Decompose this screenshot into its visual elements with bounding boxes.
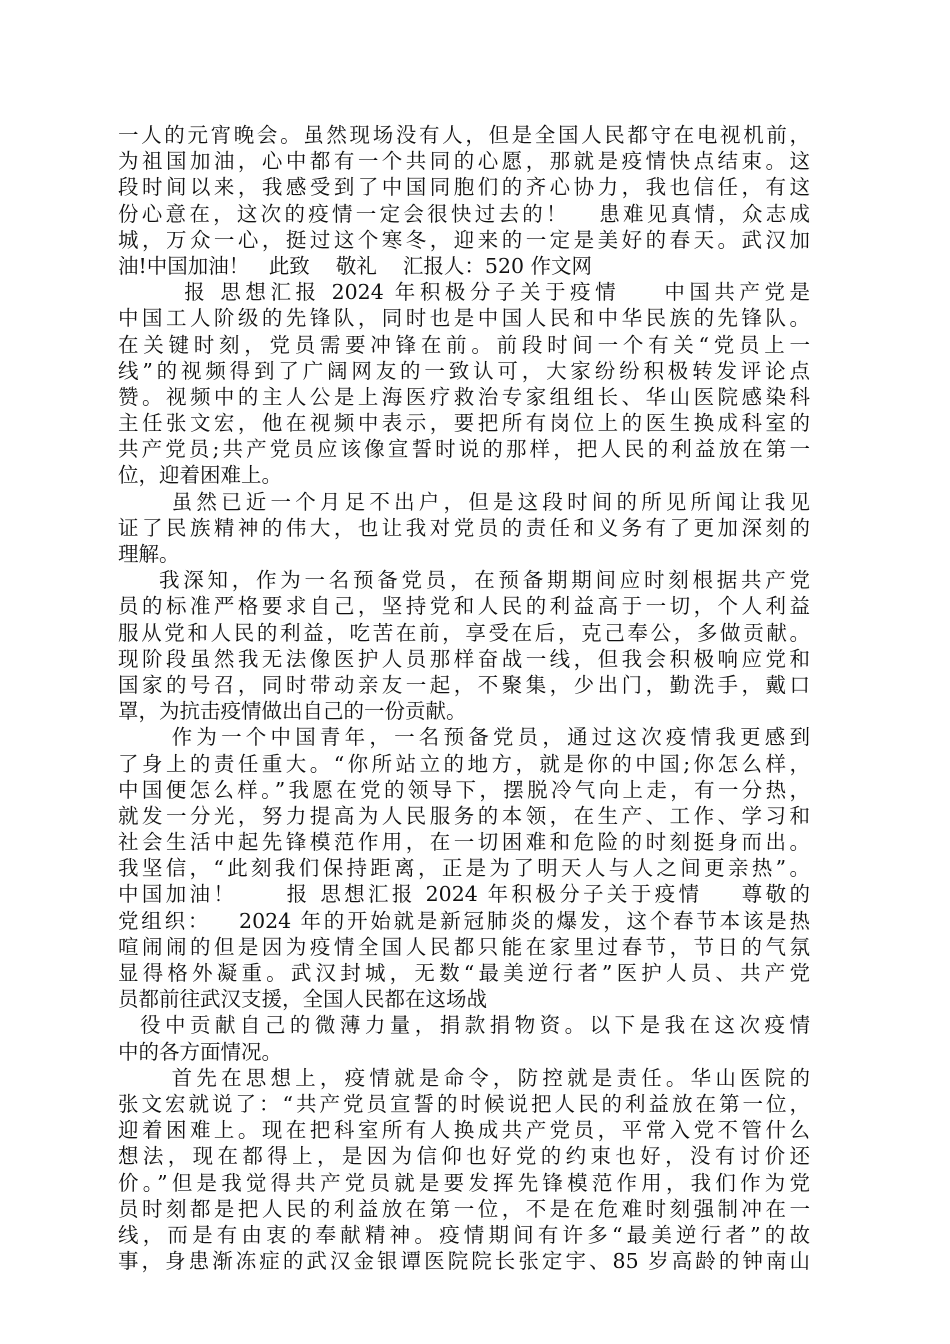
text-line: 张文宏就说了：“共产党员宣誓的时候说把人民的利益放在第一位， <box>118 1091 810 1116</box>
text-line: 迎着困难上。现在把科室所有人换成共产党员，平常入党不管什么 <box>118 1118 810 1143</box>
text-line: 位，迎着困难上。 <box>118 463 282 488</box>
text-line: 员时刻都是把人民的利益放在第一位，不是在危难时刻强制冲在一 <box>118 1196 810 1221</box>
text-line: 想法，现在都得上，是因为信仰也好党的约束也好，没有讨价还 <box>118 1144 810 1169</box>
text-line: 就发一分光，努力提高为人民服务的本领，在生产、工作、学习和 <box>118 803 810 828</box>
text-line: 事，身患渐冻症的武汉金银谭医院院长张定宇、85 岁高龄的钟南山 <box>118 1249 810 1274</box>
text-line: 罩，为抗击疫情做出自己的一份贡献。 <box>118 699 467 724</box>
text-line: 显得格外凝重。武汉封城，无数“最美逆行者”医护人员、共产党 <box>118 961 810 985</box>
text-line: 中国便怎么样。”我愿在党的领导下，摆脱冷气向上走，有一分热， <box>118 777 810 802</box>
text-line: 现阶段虽然我无法像医护人员那样奋战一线，但我会积极响应党和 <box>118 646 810 671</box>
document-body <box>118 122 810 1274</box>
text-line: 我坚信，“此刻我们保持距离，正是为了明天人与人之间更亲热”。 <box>118 856 810 881</box>
text-line: 城，万众一心，挺过这个寒冬，迎来的一定是美好的春天。武汉加 <box>118 227 810 252</box>
text-line: 员的标准严格要求自己，坚持党和人民的利益高于一切，个人利益 <box>118 594 810 619</box>
text-line: 员都前往武汉支援，全国人民都在这场战 <box>118 987 487 1012</box>
text-line: 在关键时刻，党员需要冲锋在前。前段时间一个有关“党员上一 <box>118 332 810 357</box>
text-line: 主任张文宏，他在视频中表示，要把所有岗位上的医生换成科室的 <box>118 411 810 436</box>
text-line: 价。”但是我觉得共产党员就是要发挥先锋模范作用，我们作为党 <box>118 1170 810 1195</box>
text-line: 段时间以来，我感受到了中国同胞们的齐心协力，我也信任，有这 <box>118 175 810 200</box>
text-line: 线”的视频得到了广阔网友的一致认可，大家纷纷积极转发评论点 <box>118 358 810 383</box>
text-line: 国家的号召，同时带动亲友一起，不聚集，少出门，勤洗手，戴口 <box>118 672 810 697</box>
text-line: 虽然已近一个月足不出户，但是这段时间的所见所闻让我见 <box>118 489 810 514</box>
text-line: 党组织： 2024 年的开始就是新冠肺炎的爆发，这个春节本该是热 <box>118 908 810 933</box>
text-line: 为祖国加油，心中都有一个共同的心愿，那就是疫情快点结束。这 <box>118 149 810 174</box>
text-line: 服从党和人民的利益，吃苦在前，享受在后，克己奉公，多做贡献。 <box>118 620 810 645</box>
text-line: 油!中国加油！ 此致 敬礼 汇报人：520 作文网 <box>118 253 593 278</box>
text-line: 一人的元宵晚会。虽然现场没有人，但是全国人民都守在电视机前， <box>118 123 810 147</box>
text-line: 作为一个中国青年，一名预备党员，通过这次疫情我更感到 <box>118 725 810 750</box>
text-line: 首先在思想上，疫情就是命令，防控就是责任。华山医院的 <box>118 1065 810 1090</box>
text-line: 份心意在，这次的疫情一定会很快过去的！ 患难见真情，众志成 <box>118 201 810 226</box>
text-line: 报 思想汇报 2024 年积极分子关于疫情 中国共产党是 <box>118 280 810 305</box>
text-line: 中国工人阶级的先锋队，同时也是中国人民和中华民族的先锋队。 <box>118 306 810 331</box>
text-line: 理解。 <box>118 542 180 566</box>
text-line: 役中贡献自己的微薄力量，捐款捐物资。以下是我在这次疫情 <box>118 1013 810 1038</box>
text-line: 共产党员;共产党员应该像宣誓时说的那样，把人民的利益放在第一 <box>118 437 810 462</box>
text-line: 我深知，作为一名预备党员，在预备期期间应时刻根据共产党 <box>118 568 810 593</box>
text-line: 喧闹闹的但是因为疫情全国人民都只能在家里过春节，节日的气氛 <box>118 934 810 959</box>
text-line: 了身上的责任重大。“你所站立的地方，就是你的中国;你怎么样， <box>118 751 810 776</box>
text-line: 中的各方面情况。 <box>118 1039 282 1064</box>
text-line: 社会生活中起先锋模范作用，在一切困难和危险的时刻挺身而出。 <box>118 830 810 855</box>
text-line: 中国加油！ 报 思想汇报 2024 年积极分子关于疫情 尊敬的 <box>118 882 810 907</box>
text-line: 线，而是有由衷的奉献精神。疫情期间有许多“最美逆行者”的故 <box>118 1222 810 1247</box>
text-line: 赞。视频中的主人公是上海医疗救治专家组组长、华山医院感染科 <box>118 384 810 409</box>
text-line: 证了民族精神的伟大，也让我对党员的责任和义务有了更加深刻的 <box>118 515 810 540</box>
